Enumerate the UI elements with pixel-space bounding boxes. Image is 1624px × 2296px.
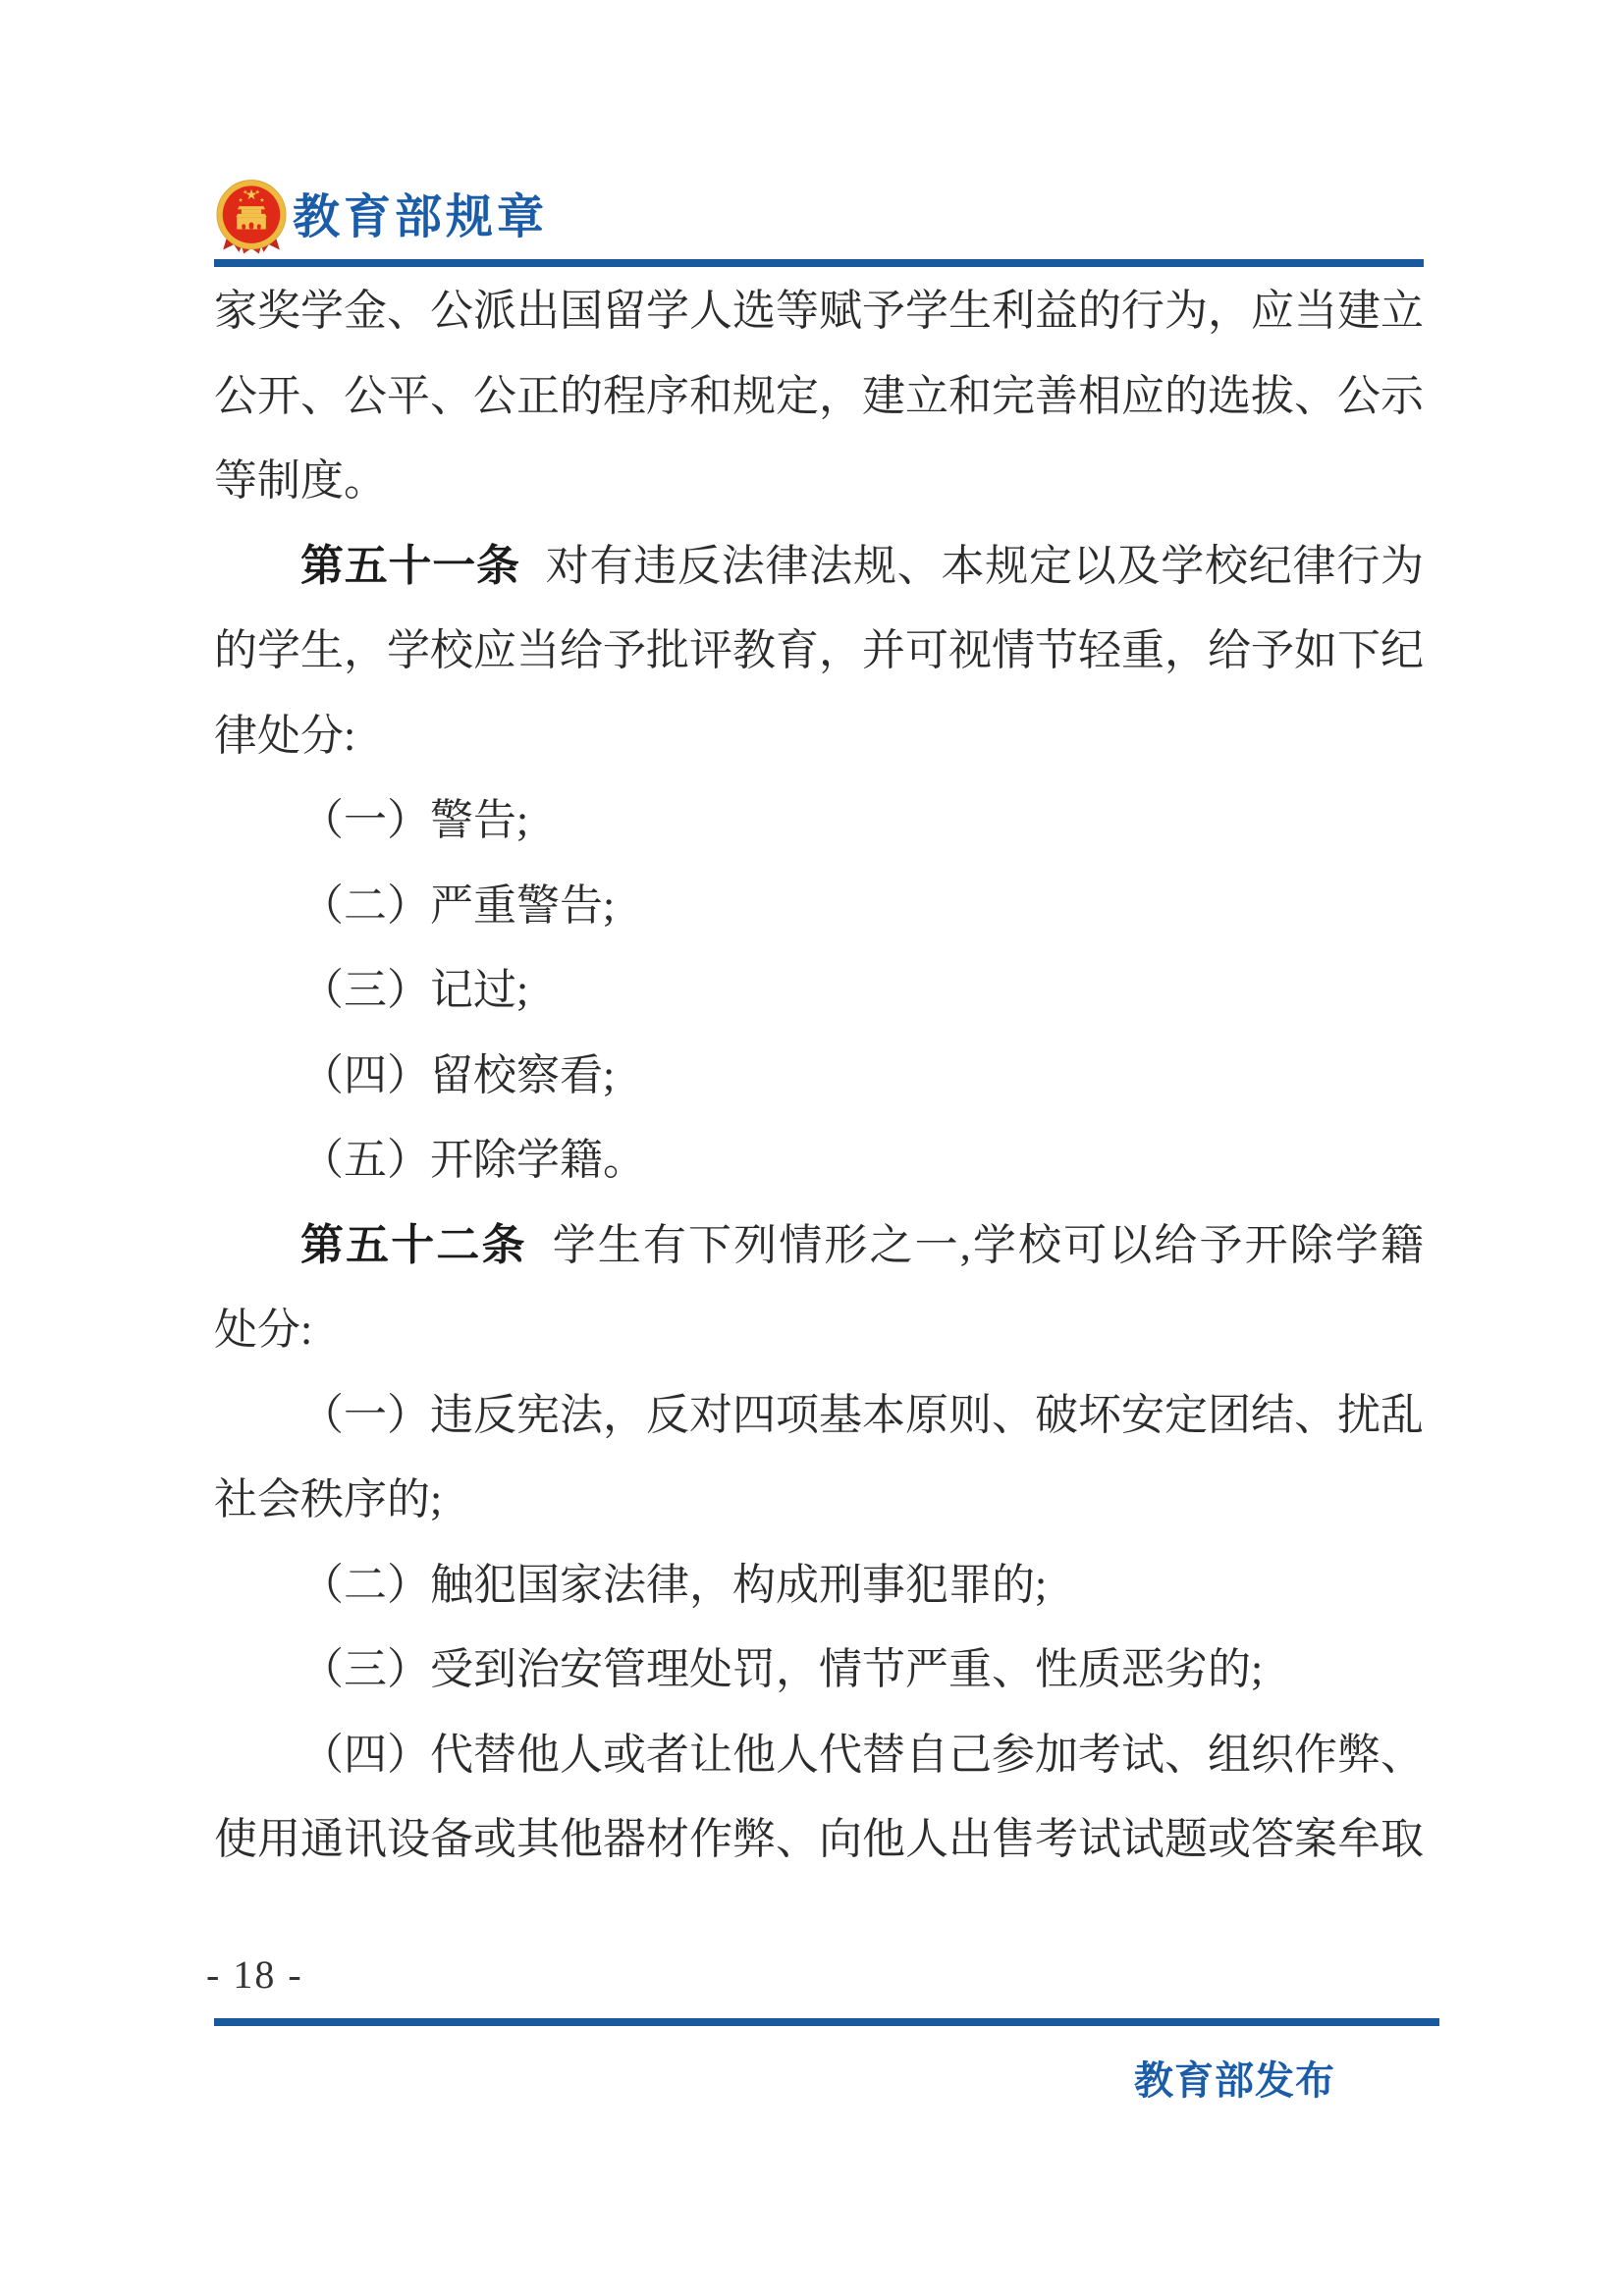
document-lines bbox=[214, 269, 1424, 1883]
document-line: （五）开除学籍。 bbox=[300, 1136, 646, 1184]
document-line: （二）严重警告; bbox=[300, 881, 616, 930]
document-line: （三）受到治安管理处罚，情节严重、性质恶劣的; bbox=[300, 1645, 1264, 1693]
page-title: 教育部规章 bbox=[293, 191, 549, 243]
document-line: （一）违反宪法，反对四项基本原则、破坏安定团结、扰乱 bbox=[300, 1390, 1424, 1439]
footer-divider bbox=[214, 2018, 1439, 2026]
page-number: - 18 - bbox=[206, 1952, 303, 1997]
china-national-emblem-icon bbox=[213, 178, 290, 256]
document-line: （四）代替他人或者让他人代替自己参加考试、组织作弊、 bbox=[300, 1730, 1424, 1779]
document-line: （一）警告; bbox=[300, 796, 529, 844]
document-line: 第五十二条 学生有下列情形之一,学校可以给予开除学籍 bbox=[300, 1220, 1424, 1269]
header-divider bbox=[214, 259, 1424, 267]
document-line: 等制度。 bbox=[214, 456, 387, 505]
document-line: 使用通讯设备或其他器材作弊、向他人出售考试试题或答案牟取 bbox=[214, 1815, 1424, 1863]
document-line: 律处分: bbox=[214, 711, 356, 760]
document-line: 公开、公平、公正的程序和规定，建立和完善相应的选拔、公示 bbox=[214, 371, 1424, 420]
document-line: 处分: bbox=[214, 1306, 313, 1354]
document-line: 家奖学金、公派出国留学人选等赋予学生利益的行为，应当建立 bbox=[214, 287, 1424, 335]
publisher-label: 教育部发布 bbox=[1134, 2058, 1335, 2103]
document-line: （三）记过; bbox=[300, 966, 529, 1014]
document-line: （四）留校察看; bbox=[300, 1050, 616, 1099]
article-number: 第五十二条 bbox=[300, 1220, 527, 1269]
document-line: 第五十一条 对有违反法律法规、本规定以及学校纪律行为 bbox=[300, 541, 1424, 590]
document-line: （二）触犯国家法律，构成刑事犯罪的; bbox=[300, 1560, 1048, 1609]
document-line: 社会秩序的; bbox=[214, 1475, 443, 1523]
document-line: 的学生，学校应当给予批评教育，并可视情节轻重，给予如下纪 bbox=[214, 626, 1424, 674]
article-number: 第五十一条 bbox=[300, 541, 520, 590]
